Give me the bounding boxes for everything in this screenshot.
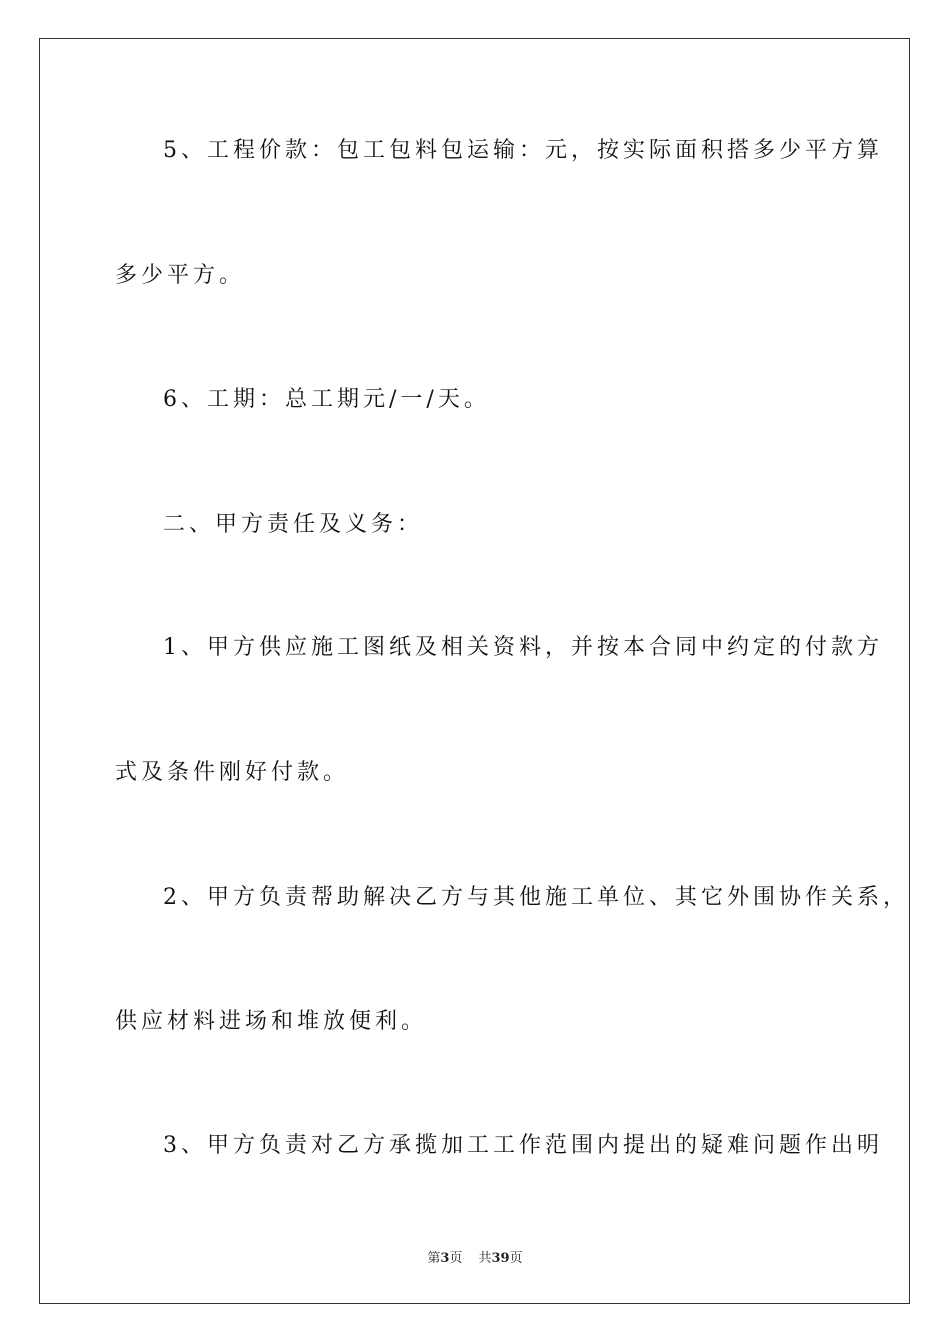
page-number-label: 第3页 bbox=[427, 1251, 463, 1266]
paragraph-line: 1、甲方供应施工图纸及相关资料，并按本合同中约定的付款方 bbox=[163, 635, 883, 660]
paragraph-line: 多少平方。 bbox=[115, 263, 246, 288]
page-border bbox=[39, 38, 910, 1304]
paragraph-line: 供应材料进场和堆放便利。 bbox=[115, 1009, 428, 1034]
paragraph-line: 3、甲方负责对乙方承揽加工工作范围内提出的疑难问题作出明 bbox=[163, 1133, 883, 1158]
paragraph-line: 式及条件刚好付款。 bbox=[115, 760, 350, 785]
section-heading: 二、甲方责任及义务： bbox=[163, 512, 424, 537]
paragraph-line: 5、工程价款：包工包料包运输：元，按实际面积搭多少平方算 bbox=[163, 138, 883, 163]
total-pages-label: 共39页 bbox=[478, 1251, 523, 1266]
paragraph-line: 6、工期：总工期元/一/天。 bbox=[163, 387, 490, 412]
page-footer bbox=[0, 1247, 950, 1266]
paragraph-line: 2、甲方负责帮助解决乙方与其他施工单位、其它外围协作关系， bbox=[163, 885, 909, 910]
